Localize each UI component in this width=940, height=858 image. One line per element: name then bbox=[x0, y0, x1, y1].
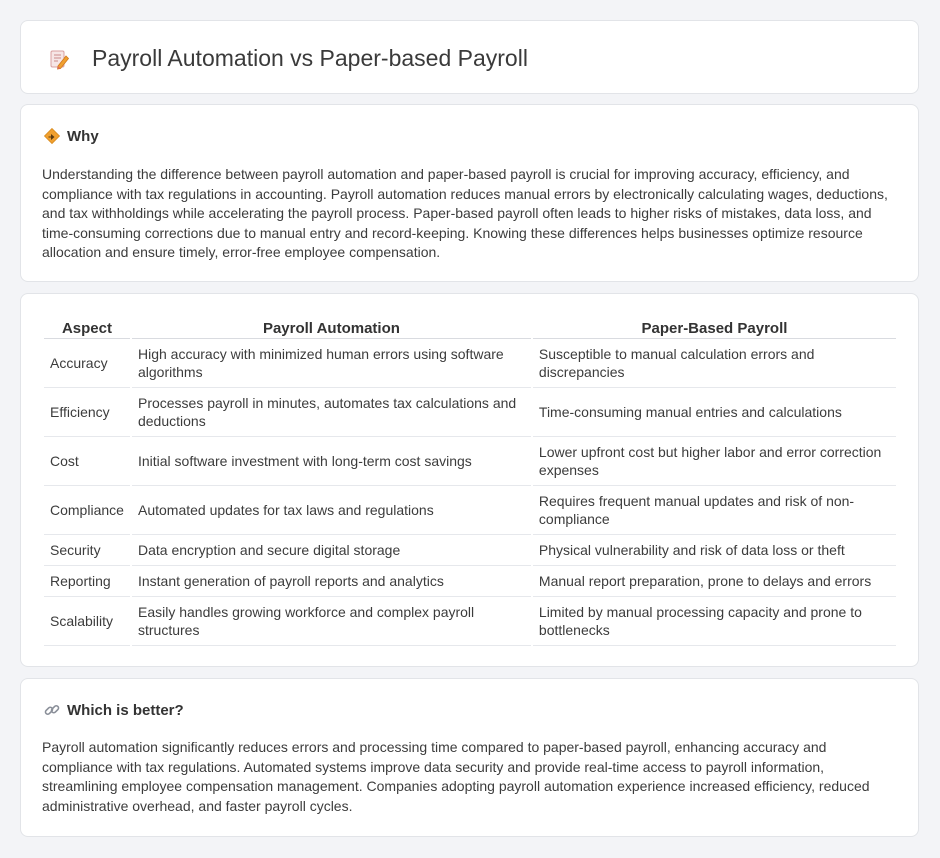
table-row bbox=[44, 388, 896, 437]
diamond-warning-icon bbox=[43, 127, 61, 145]
cell-paper: Time-consuming manual entries and calculations bbox=[533, 388, 896, 437]
why-text: Understanding the difference between payroll automation and paper-based payroll is crucial for improving accuracy, efficiency, and compliance with tax regulations in accounting. Payroll automation reduces manual errors by electronically calculating wages, deductions, and tax withholdings while accelerating the payroll process. Paper-based payroll often leads to higher risks of mistakes, data loss, and time-consuming corrections due to manual entry and record-keeping. Knowing these differences helps businesses optimize resource allocation and ensure timely, error-free employee compensation. bbox=[42, 166, 888, 260]
header-automation: Payroll Automation bbox=[132, 314, 531, 339]
better-heading bbox=[43, 701, 184, 719]
cell-automation: Initial software investment with long-term cost savings bbox=[132, 437, 531, 486]
cell-paper: Requires frequent manual updates and risk of non-compliance bbox=[533, 486, 896, 535]
table-row bbox=[44, 597, 896, 646]
cell-automation: Data encryption and secure digital storage bbox=[132, 535, 531, 566]
table-row bbox=[44, 535, 896, 566]
header-aspect: Aspect bbox=[44, 314, 130, 339]
comparison-section bbox=[20, 293, 919, 667]
comparison-table bbox=[42, 314, 898, 646]
cell-paper: Susceptible to manual calculation errors and discrepancies bbox=[533, 339, 896, 388]
header-paper: Paper-Based Payroll bbox=[533, 314, 896, 339]
cell-aspect: Compliance bbox=[44, 486, 130, 535]
why-heading-label: Why bbox=[67, 127, 99, 145]
cell-automation: Automated updates for tax laws and regulations bbox=[132, 486, 531, 535]
table-row bbox=[44, 437, 896, 486]
cell-aspect: Reporting bbox=[44, 566, 130, 597]
better-section bbox=[20, 678, 919, 837]
cell-aspect: Cost bbox=[44, 437, 130, 486]
cell-aspect: Efficiency bbox=[44, 388, 130, 437]
table-header-row bbox=[44, 314, 896, 339]
page-title: Payroll Automation vs Paper-based Payroll bbox=[92, 45, 528, 71]
why-heading bbox=[43, 127, 99, 145]
why-section bbox=[20, 104, 919, 282]
cell-aspect: Accuracy bbox=[44, 339, 130, 388]
table-row bbox=[44, 339, 896, 388]
cell-automation: Easily handles growing workforce and complex payroll structures bbox=[132, 597, 531, 646]
link-icon bbox=[43, 701, 61, 719]
cell-aspect: Security bbox=[44, 535, 130, 566]
title-card bbox=[20, 20, 919, 94]
cell-paper: Manual report preparation, prone to delays and errors bbox=[533, 566, 896, 597]
cell-automation: High accuracy with minimized human errors using software algorithms bbox=[132, 339, 531, 388]
cell-automation: Instant generation of payroll reports and analytics bbox=[132, 566, 531, 597]
better-heading-label: Which is better? bbox=[67, 701, 184, 719]
cell-aspect: Scalability bbox=[44, 597, 130, 646]
cell-paper: Lower upfront cost but higher labor and error correction expenses bbox=[533, 437, 896, 486]
cell-paper: Limited by manual processing capacity and prone to bottlenecks bbox=[533, 597, 896, 646]
document-pencil-icon bbox=[48, 48, 70, 70]
table-row bbox=[44, 566, 896, 597]
cell-paper: Physical vulnerability and risk of data loss or theft bbox=[533, 535, 896, 566]
table-row bbox=[44, 486, 896, 535]
better-text: Payroll automation significantly reduces errors and processing time compared to paper-based payroll, enhancing accuracy and compliance with tax regulations. Automated systems improve data security and provide real-time access to payroll information, streamlining employee compensation management. Companies adopting payroll automation experience increased efficiency, reduced administrative overhead, and faster payroll cycles. bbox=[42, 739, 870, 814]
cell-automation: Processes payroll in minutes, automates tax calculations and deductions bbox=[132, 388, 531, 437]
